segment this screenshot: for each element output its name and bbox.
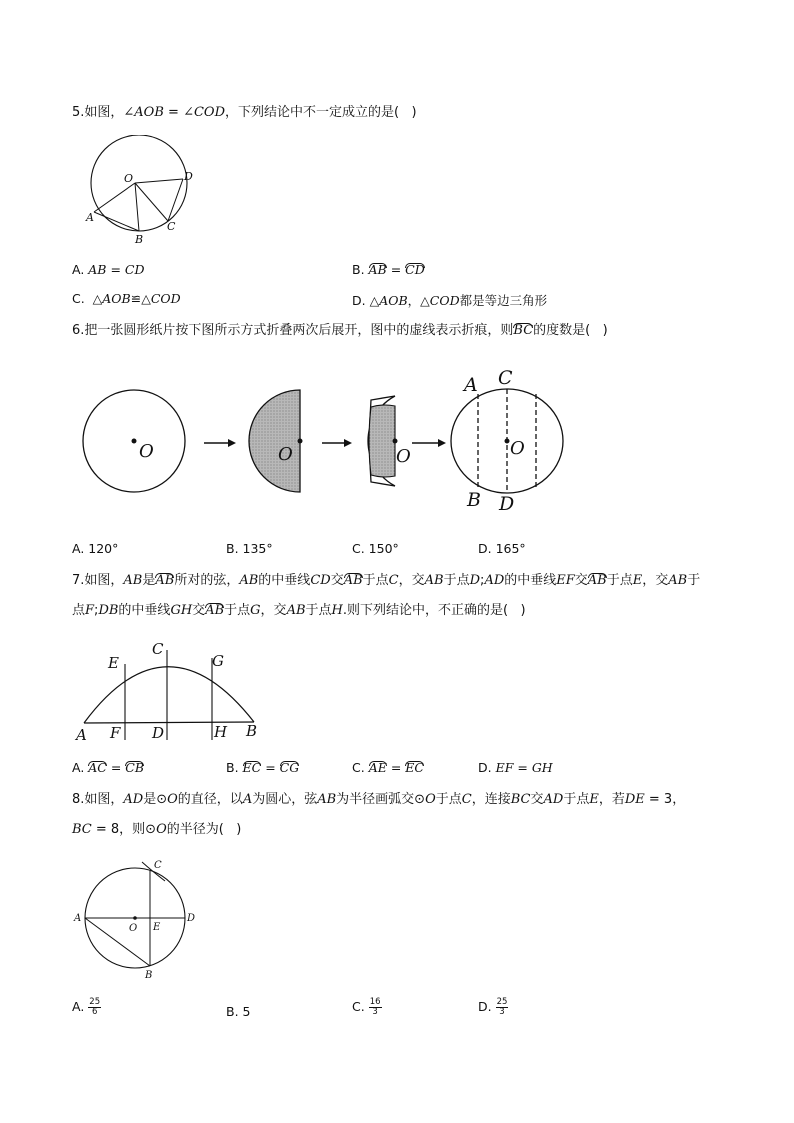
q5-label-b: B — [135, 233, 144, 246]
q8-stem-line1: 8.如图，AD是⊙O的直径，以A为圆心，弦AB为半径画弧交⊙O于点C，连接BC交AD于点E，若DE = 3， — [72, 792, 686, 807]
q8-label-d: D — [187, 913, 196, 924]
q8-option-a[interactable]: A. $\frac{25}{6}$ — [72, 997, 101, 1017]
q5-option-d[interactable]: D. △AOB，△COD都是等边三角形 — [352, 293, 548, 308]
q6-label-b: B — [467, 489, 481, 511]
q7-label-e: E — [108, 654, 119, 672]
q7-option-b[interactable]: B. EC = CG — [226, 760, 300, 775]
q5-option-c[interactable]: C. △AOB≌△COD — [72, 291, 181, 306]
q6-figure — [78, 362, 578, 522]
q6-label-c: C — [498, 367, 513, 389]
q6-label-o3: O — [396, 446, 411, 467]
q6-label-d: D — [499, 493, 515, 515]
q5-figure — [80, 135, 200, 250]
q7-label-f: F — [110, 724, 121, 742]
q5-label-a: A — [86, 211, 94, 224]
q8-figure — [70, 855, 210, 985]
q7-label-d: D — [152, 724, 165, 742]
q7-label-b: B — [246, 722, 258, 740]
q6-option-d[interactable]: D. 165° — [478, 541, 526, 556]
q6-label-o1: O — [139, 441, 154, 462]
q5-option-b[interactable]: B. AB = CD — [352, 262, 425, 277]
q7-label-g: G — [212, 652, 224, 670]
q5-option-a[interactable]: A. AB = CD — [72, 262, 145, 277]
q8-label-e: E — [153, 922, 161, 933]
q8-label-b: B — [145, 970, 153, 981]
q6-option-a[interactable]: A. 120° — [72, 541, 119, 556]
q7-option-c[interactable]: C. AE = EC — [352, 760, 424, 775]
q6-option-b[interactable]: B. 135° — [226, 541, 273, 556]
q8-option-c[interactable]: C. $\frac{16}{3}$ — [352, 997, 381, 1017]
q6-label-o2: O — [278, 444, 293, 465]
q7-option-d[interactable]: D. EF = GH — [478, 760, 553, 775]
q6-stem: 6.把一张圆形纸片按下图所示方式折叠两次后展开，图中的虚线表示折痕，则BC的度数是( ) — [72, 323, 608, 338]
q5-label-o: O — [124, 172, 134, 185]
q8-option-b[interactable]: B. 5 — [226, 1004, 251, 1019]
q5-label-d: D — [184, 170, 193, 183]
q6-option-c[interactable]: C. 150° — [352, 541, 399, 556]
q8-option-d[interactable]: D. $\frac{25}{3}$ — [478, 997, 508, 1017]
q7-stem-line1: 7.如图，AB是AB所对的弦，AB的中垂线CD交AB于点C，交AB于点D;AD的中垂线EF交AB于点E，交AB于 — [72, 573, 701, 588]
q7-label-c: C — [152, 640, 164, 658]
q8-label-a: A — [74, 913, 82, 924]
q8-label-c: C — [154, 860, 162, 871]
q7-figure — [72, 636, 272, 746]
q7-label-h: H — [214, 723, 228, 741]
q7-option-a[interactable]: A. AC = CB — [72, 760, 145, 775]
q5-stem: 5.如图，∠AOB = ∠COD，下列结论中不一定成立的是( ) — [72, 105, 417, 120]
q8-stem-line2: BC = 8，则⊙O的半径为( ) — [72, 822, 242, 837]
q7-label-a: A — [76, 726, 87, 744]
q5-label-c: C — [167, 220, 176, 233]
q6-label-o4: O — [510, 438, 525, 459]
q6-label-a: A — [464, 374, 478, 396]
q7-stem-line2: 点F;DB的中垂线GH交AB于点G，交AB于点H.则下列结论中，不正确的是( ) — [72, 603, 526, 618]
q8-label-o: O — [129, 923, 138, 934]
